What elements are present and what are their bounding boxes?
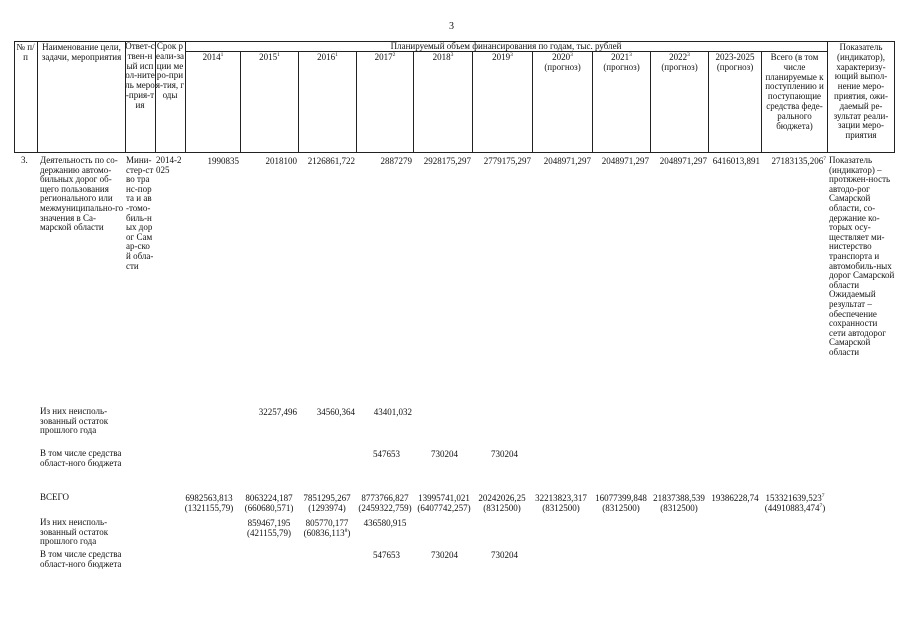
header-year-2017: 2017$^2$ [374,52,396,62]
header-year-2014: 2014$^1$ [202,52,224,62]
row3-value-2017: 2887279 [380,156,412,166]
total-value-2021: 16077399,848 (8312500) [595,493,647,513]
total-regional-2017: 547653 [373,550,400,560]
row3-value-2016: 2126861,722 [307,156,355,166]
total-regional-2018: 730204 [431,550,458,560]
total-value-2023-2025: 19386228,74 [711,493,759,503]
header-year-2015: 2015$^1$ [259,52,280,62]
total-regional-2019: 730204 [491,550,518,560]
row3-unused-2015: 32257,496 [258,407,297,417]
header-col-period: Срок реали-зации меро-прия-тия, годы [155,41,185,100]
header-col-indicator: Показатель (индикатор), характеризу-ющий выпол-нение меро-приятия, ожи-даемый ре-зультат реали-зации меро-приятия [833,42,889,141]
row3-unused-2016: 34560,364 [316,407,355,417]
header-year-2021: 2021$^3$ (прогноз) [603,52,640,72]
total-grand-total: 153321639,523$^7$ (44910883,474$^7$) [764,493,826,513]
header-year-2019: 2019$^3$ [492,52,513,62]
total-unused-2017: 436580,915 [363,518,407,528]
header-year-2018: 2018$^3$ [432,52,454,62]
total-value-2014: 6982563,813 (1321155,79) [184,493,234,513]
row3-unused-2017: 43401,032 [373,407,412,417]
total-value-2016: 7851295,267 (1293974) [303,493,351,513]
row3-period: 2014-2025 [156,155,182,175]
header-year-2023-2025: 2023-2025 (прогноз) [715,52,755,72]
total-unused-2016: 805770,177 (60836,113$^8$) [303,518,351,538]
header-planned-title: Планируемый объем финансирования по годам, тыс. рублей [390,41,622,51]
row3-unused-label: Из них неисполь-зованный остаток прошлого года [40,406,109,436]
row3-regional-label: В том числе средства област-ного бюджета [40,448,122,468]
header-col-total: Всего (в том числе планируемые к поступлению и поступающие средства феде-рального бюджета) [765,52,824,131]
row3-responsible: Мини-стер-ство транс-порта и ав-томо-биль-ных дорог Самар-ской обла-сти [126,155,154,271]
row3-regional-2017: 547653 [373,449,400,459]
header-col-number: № п/п [16,42,35,62]
row3-regional-2018: 730204 [431,449,458,459]
header-col-name: Наименование цели, задачи, мероприятия [41,42,122,62]
total-value-2017: 8773766,827 (2459322,759) [358,493,412,513]
row3-value-2019: 2779175,297 [483,156,531,166]
total-value-2015: 8063224,187 (660680,571) [244,493,294,513]
total-unused-label: Из них неисполь-зованный остаток прошлого года [40,517,109,547]
row3-total: 27183135,206$^7$ [771,156,826,166]
row3-regional-2019: 730204 [491,449,518,459]
total-unused-2015: 859467,195 (421155,79) [247,518,291,538]
total-value-2022: 21837388,539 (8312500) [653,493,705,513]
row3-value-2023-2025: 6416013,891 [712,156,760,166]
row3-value-2015: 2018100 [265,156,297,166]
row3-value-2021: 2048971,297 [601,156,649,166]
row3-value-2018: 2928175,297 [423,156,471,166]
header-col-responsible: Ответ-ствен-ный испол-нитель меро-прия-тия [125,41,155,110]
header-year-2022: 2022$^3$ (прогноз) [661,52,698,72]
row3-value-2020: 2048971,297 [543,156,591,166]
total-value-2018: 13995741,021 (6407742,257) [417,493,471,513]
page-number: 3 [449,21,454,32]
row3-value-2014: 1990835 [207,156,239,166]
row3-value-2022: 2048971,297 [659,156,707,166]
row3-indicator: Показатель (индикатор) – протяжен-ность автодо-рог Самарской области, со-держание ко-торых осу-ществляет ми-нистерство транспорта и автомобиль-ных дорог Самарской области Ожидаемый результат – обеспечение сохранности сети автодорог Самарской области [829,155,895,357]
header-year-2016: 2016$^1$ [317,52,338,62]
total-regional-label: В том числе средства област-ного бюджета [40,549,122,569]
total-label: ВСЕГО [40,492,69,502]
header-year-2020: 2020$^3$ (прогноз) [544,52,581,72]
row3-name: Деятельность по со-держанию автомо-бильных дорог об-щего пользования регионального или межмуниципально-го значения в Са-марской области [40,155,124,233]
row3-number: 3. [21,155,28,165]
total-value-2020: 32213823,317 (8312500) [535,493,587,513]
total-value-2019: 20242026,25 (8312500) [478,493,526,513]
